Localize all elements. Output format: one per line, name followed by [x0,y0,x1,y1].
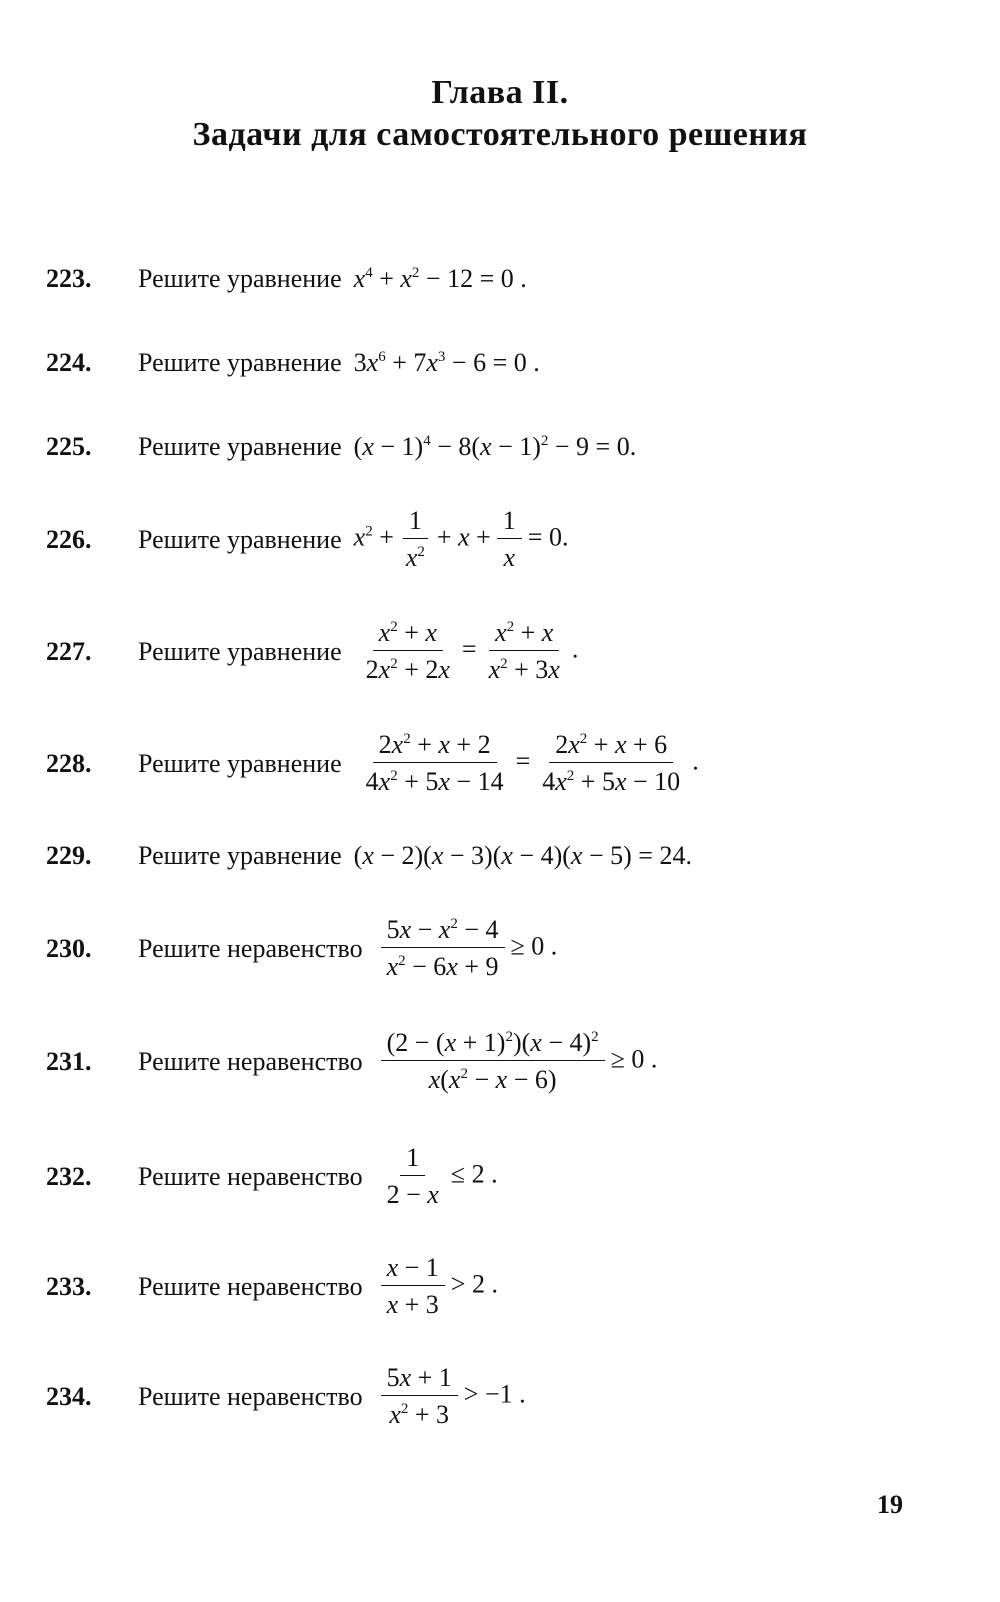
problem-formula: $\frac{x^2 + x}{2x^2 + 2x}$ = $\frac{x^2 + x}{x^2 + 3x}$ . [365,618,579,684]
problem-225 [46,434,960,460]
problem-224 [46,350,960,376]
problem-number: 227. [46,636,92,666]
problem-number: 224. [46,348,92,377]
problem-text: Решите уравнение [138,636,342,666]
problem-formula: $\frac{5x + 1}{x^2 + 3}$ > −1 . [375,1365,526,1428]
problem-232 [46,1145,960,1208]
chapter-subtitle: Задачи для самостоятельного решения [192,116,808,153]
problem-text: Решите неравенство [138,1271,363,1301]
chapter-title: Глава II. [431,74,569,111]
problem-number: 231. [46,1046,92,1076]
problem-formula: $\frac{x - 1}{x + 3}$ > 2 . [375,1255,498,1318]
problem-227 [46,620,960,683]
problem-text: Решите неравенство [138,1381,363,1411]
problem-text: Решите уравнение [138,432,342,461]
problem-229 [46,843,960,869]
problem-formula: $\frac{2x^2 + x + 2}{4x^2 + 5x - 14}$ = $\frac{2x^2 + x + 6}{4x^2 + 5x - 10}$ . [365,730,699,796]
problem-text: Решите уравнение [138,841,342,870]
problem-231 [46,1030,960,1093]
problem-234 [46,1365,960,1428]
problem-formula: $3x^6 + 7x^3 - 6 = 0$ . [353,348,540,377]
problem-text: Решите уравнение [138,348,342,377]
problem-number: 225. [46,432,92,461]
problem-226 [46,508,960,571]
problem-number: 226. [46,524,92,554]
problem-text: Решите уравнение [138,264,342,293]
problem-233 [46,1255,960,1318]
problem-text: Решите уравнение [138,524,342,554]
problem-formula: (x − 2)(x − 3)(x − 4)(x − 5) = 24. [353,841,692,870]
problem-230 [46,917,960,980]
problem-formula: $\frac{1}{2 - x}$ ≤ 2 . [386,1143,498,1209]
problem-228 [46,732,960,795]
problem-formula: $(x - 1)^4 - 8(x - 1)^2 - 9 = 0$. [353,432,637,461]
page-number: 19 [877,1490,903,1519]
problem-number: 234. [46,1381,92,1411]
problem-223 [46,266,960,292]
problem-number: 230. [46,933,92,963]
problem-number: 232. [46,1161,92,1191]
problem-number: 229. [46,841,92,870]
problem-number: 228. [46,748,92,778]
problem-number: 233. [46,1271,92,1301]
problem-text: Решите уравнение [138,748,342,778]
problem-formula: $x^2$ + $\frac{1}{x^2}$ + x + $\frac{1}{x}$ = 0. [353,506,569,572]
problem-formula: $\frac{5x - x^2 - 4}{x^2 - 6x + 9}$ ≥ 0 . [375,917,558,980]
problem-number: 223. [46,264,92,293]
problem-text: Решите неравенство [138,1161,363,1191]
problem-formula: $\frac{(2 - (x + 1)^2)(x - 4)^2}{x(x^2 - x - 6)}$ ≥ 0 . [375,1030,658,1093]
problem-text: Решите неравенство [138,933,363,963]
problem-formula: $x^4 + x^2 - 12 = 0$ . [353,264,527,293]
problem-text: Решите неравенство [138,1046,363,1076]
